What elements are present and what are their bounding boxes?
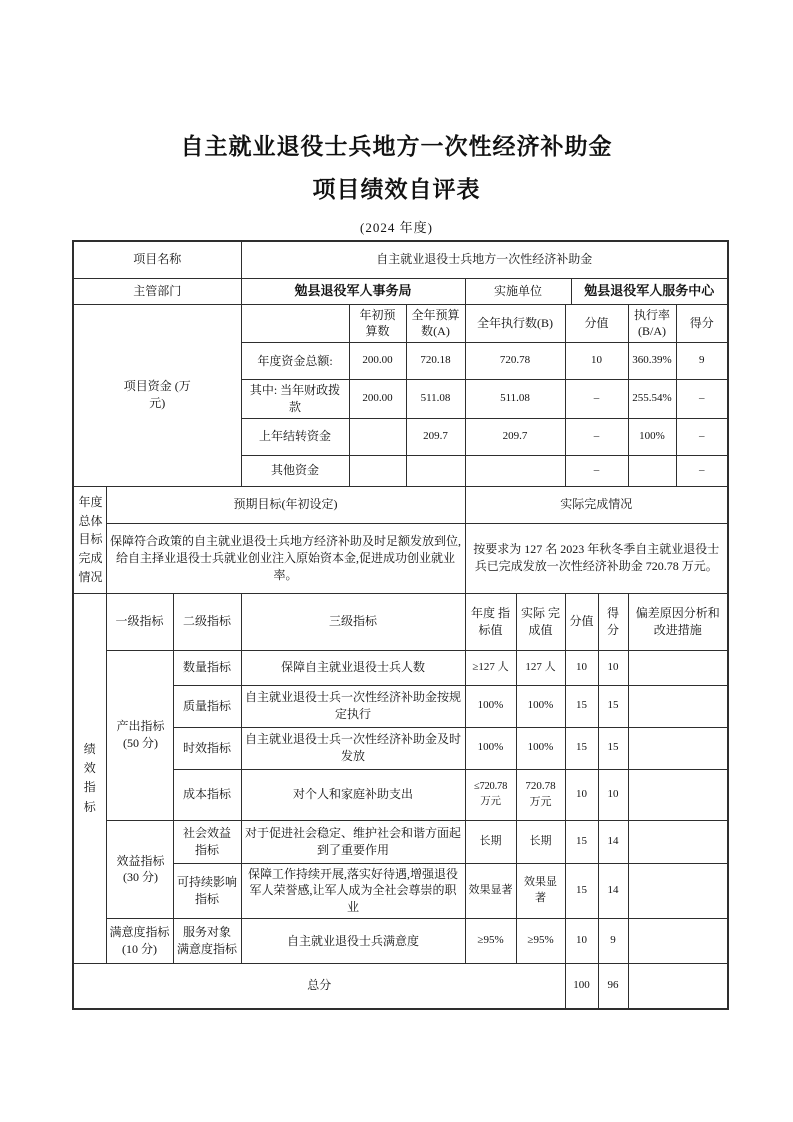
perf-group-output-text: 产出指标 (50 分) bbox=[116, 719, 165, 751]
perf-level2: 服务对象 满意度指标 bbox=[173, 919, 241, 964]
perf-level2: 可持续影响 指标 bbox=[173, 863, 241, 918]
funds-header-annual: 全年预算 数(A) bbox=[406, 304, 465, 343]
perf-deviation bbox=[628, 685, 728, 727]
funds-rate-value: 360.39% bbox=[628, 343, 676, 380]
perf-target: ≥127 人 bbox=[465, 650, 516, 685]
perf-header-target: 年度 指标值 bbox=[465, 593, 516, 650]
perf-row-quantity bbox=[73, 650, 728, 685]
funds-row-label: 其他资金 bbox=[241, 455, 349, 486]
document-title-line2: 项目绩效自评表 bbox=[312, 177, 481, 203]
funds-header-rate: 执行率 (B/A) bbox=[628, 304, 676, 343]
funds-executed-value: 511.08 bbox=[465, 380, 565, 419]
funds-executed-value: 209.7 bbox=[465, 418, 565, 455]
funds-header-executed: 全年执行数(B) bbox=[465, 304, 565, 343]
perf-level3: 对于促进社会稳定、维护社会和谐方面起到了重要作用 bbox=[241, 820, 465, 863]
funds-header-empty bbox=[241, 304, 349, 343]
total-deviation bbox=[628, 964, 728, 1009]
dept-value: 勉县退役军人事务局 bbox=[241, 278, 465, 304]
perf-points: 15 bbox=[565, 820, 598, 863]
perf-actual: 效果显著 bbox=[516, 863, 565, 918]
perf-deviation bbox=[628, 820, 728, 863]
funds-header-score: 得分 bbox=[676, 304, 728, 343]
perf-points: 15 bbox=[565, 727, 598, 769]
perf-row-satisfaction bbox=[73, 919, 728, 964]
document-title-line1: 自主就业退役士兵地方一次性经济补助金 bbox=[180, 134, 613, 160]
perf-section-label bbox=[73, 593, 106, 963]
funds-header-row bbox=[73, 304, 728, 343]
funds-points-value: – bbox=[565, 455, 628, 486]
funds-row-label: 年度资金总额: bbox=[241, 343, 349, 380]
perf-header-level1: 一级指标 bbox=[106, 593, 173, 650]
funds-row-label: 其中: 当年财政拨款 bbox=[241, 380, 349, 419]
perf-deviation bbox=[628, 727, 728, 769]
total-points: 100 bbox=[565, 964, 598, 1009]
perf-level2: 质量指标 bbox=[173, 685, 241, 727]
funds-initial-value: 200.00 bbox=[349, 380, 406, 419]
funds-section-label-text: 项目资金 (万元) bbox=[123, 379, 191, 411]
perf-target: 100% bbox=[465, 727, 516, 769]
document-subtitle-year: (2024 年度) bbox=[360, 220, 433, 235]
perf-score: 10 bbox=[598, 769, 628, 820]
perf-score: 10 bbox=[598, 650, 628, 685]
funds-header-initial: 年初预 算数 bbox=[349, 304, 406, 343]
perf-level3: 保障工作持续开展,落实好待遇,增强退役军人荣誉感,让军人成为全社会尊崇的职业 bbox=[241, 863, 465, 918]
perf-actual: ≥95% bbox=[516, 919, 565, 964]
perf-actual: 720.78 万元 bbox=[516, 769, 565, 820]
funds-points-value: – bbox=[565, 418, 628, 455]
perf-actual: 127 人 bbox=[516, 650, 565, 685]
impl-unit-value: 勉县退役军人服务中心 bbox=[571, 278, 728, 304]
perf-level3: 自主就业退役士兵一次性经济补助金按规定执行 bbox=[241, 685, 465, 727]
funds-annual-value: 720.18 bbox=[406, 343, 465, 380]
perf-section-label-text: 绩效指标 bbox=[83, 742, 96, 814]
perf-level2: 成本指标 bbox=[173, 769, 241, 820]
perf-target: ≥95% bbox=[465, 919, 516, 964]
impl-unit-label: 实施单位 bbox=[465, 278, 571, 304]
dept-label: 主管部门 bbox=[73, 278, 241, 304]
evaluation-table bbox=[72, 240, 729, 1010]
perf-level3: 自主就业退役士兵一次性经济补助金及时发放 bbox=[241, 727, 465, 769]
funds-annual-value: 209.7 bbox=[406, 418, 465, 455]
document-header bbox=[0, 136, 793, 236]
goal-actual-header: 实际完成情况 bbox=[465, 486, 728, 523]
perf-group-benefit bbox=[106, 820, 173, 918]
project-name-label: 项目名称 bbox=[73, 241, 241, 278]
perf-level2: 社会效益 指标 bbox=[173, 820, 241, 863]
goal-header-row bbox=[73, 486, 728, 523]
perf-points: 10 bbox=[565, 769, 598, 820]
total-row bbox=[73, 964, 728, 1009]
perf-group-satisfaction: 满意度指标(10 分) bbox=[106, 919, 173, 964]
perf-header-level2: 二级指标 bbox=[173, 593, 241, 650]
funds-rate-value: 100% bbox=[628, 418, 676, 455]
perf-level2: 时效指标 bbox=[173, 727, 241, 769]
perf-score: 15 bbox=[598, 727, 628, 769]
funds-initial-value bbox=[349, 455, 406, 486]
perf-group-output bbox=[106, 650, 173, 820]
funds-score-value: – bbox=[676, 455, 728, 486]
perf-deviation bbox=[628, 863, 728, 918]
perf-actual: 长期 bbox=[516, 820, 565, 863]
perf-points: 10 bbox=[565, 919, 598, 964]
perf-actual: 100% bbox=[516, 727, 565, 769]
perf-target: ≤720.78 万元 bbox=[465, 769, 516, 820]
goal-section-label-text: 年度总体目标完成情况 bbox=[78, 495, 103, 584]
perf-target: 100% bbox=[465, 685, 516, 727]
perf-actual: 100% bbox=[516, 685, 565, 727]
project-name-value: 自主就业退役士兵地方一次性经济补助金 bbox=[241, 241, 728, 278]
total-label: 总分 bbox=[73, 964, 565, 1009]
perf-score: 15 bbox=[598, 685, 628, 727]
funds-rate-value bbox=[628, 455, 676, 486]
perf-header-score: 得分 bbox=[598, 593, 628, 650]
perf-deviation bbox=[628, 769, 728, 820]
table-row bbox=[73, 241, 728, 278]
perf-points: 15 bbox=[565, 863, 598, 918]
funds-score-value: – bbox=[676, 418, 728, 455]
funds-row-label: 上年结转资金 bbox=[241, 418, 349, 455]
funds-annual-value: 511.08 bbox=[406, 380, 465, 419]
funds-executed-value: 720.78 bbox=[465, 343, 565, 380]
funds-initial-value bbox=[349, 418, 406, 455]
goal-actual-text: 按要求为 127 名 2023 年秋冬季自主就业退役士兵已完成发放一次性经济补助金 720.78 万元。 bbox=[465, 523, 728, 593]
perf-level3: 保障自主就业退役士兵人数 bbox=[241, 650, 465, 685]
goal-content-row bbox=[73, 523, 728, 593]
perf-level3: 对个人和家庭补助支出 bbox=[241, 769, 465, 820]
table-row bbox=[73, 278, 728, 304]
perf-header-actual: 实际 完成值 bbox=[516, 593, 565, 650]
perf-deviation bbox=[628, 650, 728, 685]
funds-section-label bbox=[73, 304, 241, 486]
funds-score-value: – bbox=[676, 380, 728, 419]
funds-annual-value bbox=[406, 455, 465, 486]
goal-section-label bbox=[73, 486, 106, 593]
total-score: 96 bbox=[598, 964, 628, 1009]
goal-expected-text: 保障符合政策的自主就业退役士兵地方经济补助及时足额发放到位,给自主择业退役士兵就业创业注入原始资本金,促进成功创业就业率。 bbox=[106, 523, 465, 593]
funds-rate-value: 255.54% bbox=[628, 380, 676, 419]
funds-score-value: 9 bbox=[676, 343, 728, 380]
perf-points: 10 bbox=[565, 650, 598, 685]
perf-score: 14 bbox=[598, 863, 628, 918]
perf-row-social-benefit bbox=[73, 820, 728, 863]
perf-header-row bbox=[73, 593, 728, 650]
perf-points: 15 bbox=[565, 685, 598, 727]
funds-points-value: – bbox=[565, 380, 628, 419]
perf-header-level3: 三级指标 bbox=[241, 593, 465, 650]
funds-points-value: 10 bbox=[565, 343, 628, 380]
perf-header-deviation: 偏差原因分析和 改进措施 bbox=[628, 593, 728, 650]
perf-level2: 数量指标 bbox=[173, 650, 241, 685]
funds-initial-value: 200.00 bbox=[349, 343, 406, 380]
perf-target: 效果显著 bbox=[465, 863, 516, 918]
funds-executed-value bbox=[465, 455, 565, 486]
perf-group-benefit-text: 效益指标 (30 分) bbox=[116, 853, 165, 885]
perf-score: 9 bbox=[598, 919, 628, 964]
perf-deviation bbox=[628, 919, 728, 964]
perf-level3: 自主就业退役士兵满意度 bbox=[241, 919, 465, 964]
perf-score: 14 bbox=[598, 820, 628, 863]
perf-header-points: 分值 bbox=[565, 593, 598, 650]
goal-expected-header: 预期目标(年初设定) bbox=[106, 486, 465, 523]
funds-header-points: 分值 bbox=[565, 304, 628, 343]
perf-target: 长期 bbox=[465, 820, 516, 863]
